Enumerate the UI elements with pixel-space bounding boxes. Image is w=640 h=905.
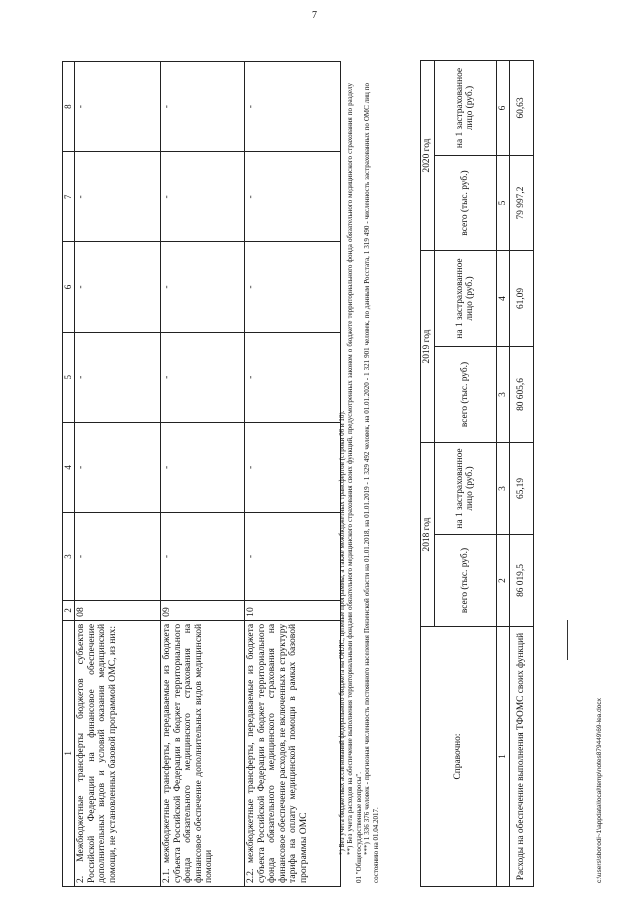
cell-value: - — [75, 242, 161, 332]
header-number: 2 — [63, 601, 75, 621]
cell-value: - — [161, 513, 245, 601]
header-number: 7 — [63, 152, 75, 242]
cell-value: - — [161, 332, 245, 422]
header-number: 8 — [63, 62, 75, 152]
reference-label: Справочно: — [421, 627, 497, 887]
table-row — [245, 62, 341, 887]
cell-value: - — [75, 422, 161, 512]
row-code: 10 — [245, 601, 341, 621]
row-code: 08 — [75, 601, 161, 621]
cell-value: - — [161, 62, 245, 152]
table-row — [161, 62, 245, 887]
col-total-header: всего (тыс. руб.) — [434, 156, 496, 251]
column-number: 5 — [496, 156, 510, 251]
row-description: 2.1. межбюджетные трансферты, передаваемые из бюджета субъекта Российской Федерации в бюджет территориального фонда обязательного медицинского страхования на финансовое обеспечение дополнительных видов медицинской помощи — [161, 620, 245, 886]
year-row — [421, 61, 435, 887]
col-total-header: всего (тыс. руб.) — [434, 535, 496, 627]
footnote: **) Без учета расходов на обеспечение выполнения территориальными фондами обязательного медицинского страхования своих функций, предусмотренных законом о бюджете территориального фонда обязательного медицинского страхования по разделу 01 "Общегосударственные вопросы". — [346, 83, 363, 883]
header-number: 5 — [63, 332, 75, 422]
col-per-person-header: на 1 застрахованное лицо (руб.) — [434, 61, 496, 156]
cell-value: 80 605,6 — [510, 347, 534, 443]
header-number-row — [63, 62, 75, 887]
header-number: 6 — [63, 242, 75, 332]
row-label: Расходы на обеспечение выполнения ТФОМС своих функций — [510, 627, 534, 887]
col-per-person-header: на 1 застрахованное лицо (руб.) — [434, 251, 496, 347]
column-number: 2 — [496, 535, 510, 627]
column-number: 6 — [496, 61, 510, 156]
page-number: 7 — [312, 10, 317, 21]
cell-value: - — [161, 422, 245, 512]
footer-divider — [567, 620, 568, 660]
table-row — [75, 62, 161, 887]
row-code: 09 — [161, 601, 245, 621]
year-header: 2019 год — [421, 251, 435, 443]
col-total-header: всего (тыс. руб.) — [434, 347, 496, 443]
cell-value: - — [75, 152, 161, 242]
col-per-person-header: на 1 застрахованное лицо (руб.) — [434, 443, 496, 535]
footnotes — [338, 83, 380, 883]
cell-value: - — [245, 152, 341, 242]
cell-value: - — [161, 152, 245, 242]
column-number: 4 — [496, 251, 510, 347]
column-number: 3 — [496, 347, 510, 443]
footnote: *) Без учета бюджетных ассигнований федерального бюджета на ОНЛС, целевые программы, а также межбюджетных трансфертов (строки 06 и 10). — [338, 410, 346, 855]
row-description: 2. Межбюджетные трансферты бюджетов субъектов Российской Федерации на финансовое обеспечение дополнительных видов и условий оказания медицинской помощи, не установленных базовой программой ОМС, из них: — [75, 620, 161, 886]
year-header: 2018 год — [421, 443, 435, 627]
column-number-row — [496, 61, 510, 887]
reference-table — [420, 60, 534, 887]
cell-value: 65,19 — [510, 443, 534, 535]
cell-value: - — [245, 513, 341, 601]
column-number: 3 — [496, 443, 510, 535]
header-number: 3 — [63, 513, 75, 601]
header-number: 4 — [63, 422, 75, 512]
cell-value: - — [245, 62, 341, 152]
cell-value: 79 997,2 — [510, 156, 534, 251]
main-table — [62, 61, 341, 887]
cell-value: 61,09 — [510, 251, 534, 347]
column-number: 1 — [496, 627, 510, 887]
cell-value: - — [75, 62, 161, 152]
table-row — [510, 61, 534, 887]
footer-file-path: c:\users\sborodi~1\appdata\local\temp\notes879449\69-lea.docx — [596, 698, 603, 883]
cell-value: 86 019,5 — [510, 535, 534, 627]
cell-value: - — [245, 332, 341, 422]
header-number: 1 — [63, 620, 75, 886]
cell-value: 60,63 — [510, 61, 534, 156]
cell-value: - — [245, 422, 341, 512]
cell-value: - — [161, 242, 245, 332]
row-description: 2.2. межбюджетные трансферты, передаваемые из бюджета субъекта Российской Федерации в бюджет территориального фонда обязательного медицинского страхования на финансовое обеспечение расходов, не включенных в структуру тарифа на оплату медицинской помощи в рамках базовой программы ОМС — [245, 620, 341, 886]
cell-value: - — [75, 513, 161, 601]
cell-value: - — [245, 242, 341, 332]
cell-value: - — [75, 332, 161, 422]
year-header: 2020 год — [421, 61, 435, 251]
footnote: ***) 1 336 376 человек - прогнозная численность постоянного населения Пензенской области на 01.01.2018, на 01.01.2019 - 1 329 492 человек, на 01.01.2020 - 1 321 901 человек, по данным Росстата, 1 319 490 - численность застрахованных по ОМС лиц по состоянию на 01.04.2017. — [363, 83, 380, 883]
